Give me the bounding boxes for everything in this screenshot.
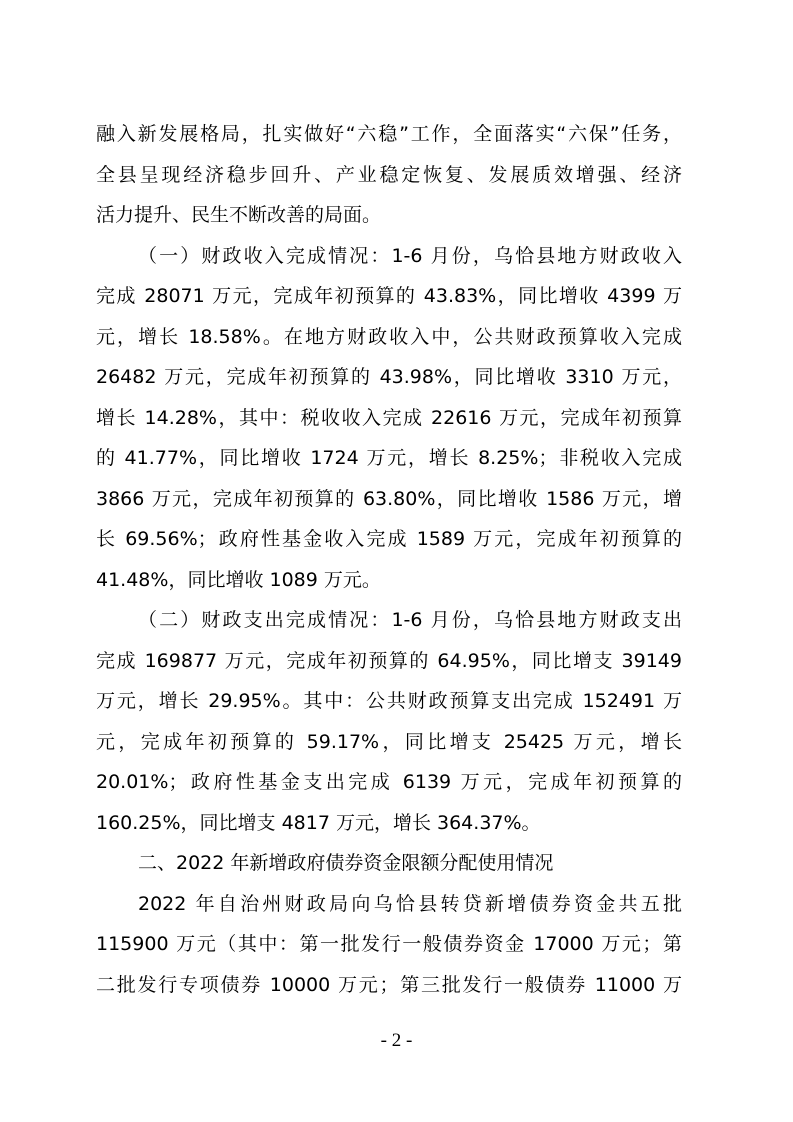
text-line: （一）财政收入完成情况：1-6 月份，乌恰县地方财政收入 [138, 244, 682, 267]
text-line: 115900 万元（其中：第一批发行一般债券资金 17000 万元；第 [96, 933, 682, 955]
text-line: 长 69.56%；政府性基金收入完成 1589 万元，完成年初预算的 [96, 528, 682, 550]
text-line: 增长 14.28%，其中：税收收入完成 22616 万元，完成年初预算 [96, 406, 682, 429]
page-number: - 2 - [380, 1030, 413, 1051]
body-text [96, 114, 682, 1005]
section-heading: 二、2022 年新增政府债券资金限额分配使用情况 [138, 852, 554, 874]
text-line: 20.01%；政府性基金支出完成 6139 万元，完成年初预算的 [96, 771, 682, 793]
text-line: 3866 万元，完成年初预算的 63.80%，同比增收 1586 万元，增 [96, 487, 682, 510]
text-line: 万元，增长 29.95%。其中：公共财政预算支出完成 152491 万 [96, 690, 682, 712]
text-line: 26482 万元，完成年初预算的 43.98%，同比增收 3310 万元， [96, 366, 682, 388]
text-line: 二批发行专项债券 10000 万元；第三批发行一般债券 11000 万 [96, 973, 682, 996]
text-line: 活力提升、民生不断改善的局面。 [96, 204, 382, 226]
text-line: 2022 年自治州财政局向乌恰县转贷新增债券资金共五批 [138, 892, 682, 915]
text-line: 160.25%，同比增支 4817 万元，增长 364.37%。 [96, 811, 541, 834]
text-line: 融入新发展格局，扎实做好“六稳”工作，全面落实“六保”任务， [96, 123, 682, 145]
text-line: 的 41.77%，同比增收 1724 万元，增长 8.25%；非税收入完成 [96, 447, 682, 469]
text-line: 完成 169877 万元，完成年初预算的 64.95%，同比增支 39149 [96, 649, 682, 672]
text-line: 完成 28071 万元，完成年初预算的 43.83%，同比增收 4399 万 [96, 285, 682, 307]
text-line: 41.48%，同比增收 1089 万元。 [96, 568, 381, 591]
text-line: 元，完成年初预算的 59.17%，同比增支 25425 万元，增长 [96, 730, 682, 753]
text-line: （二）财政支出完成情况：1-6 月份，乌恰县地方财政支出 [138, 609, 682, 631]
text-line: 全县呈现经济稳步回升、产业稳定恢复、发展质效增强、经济 [96, 163, 682, 186]
text-line: 元，增长 18.58%。在地方财政收入中，公共财政预算收入完成 [96, 325, 682, 348]
